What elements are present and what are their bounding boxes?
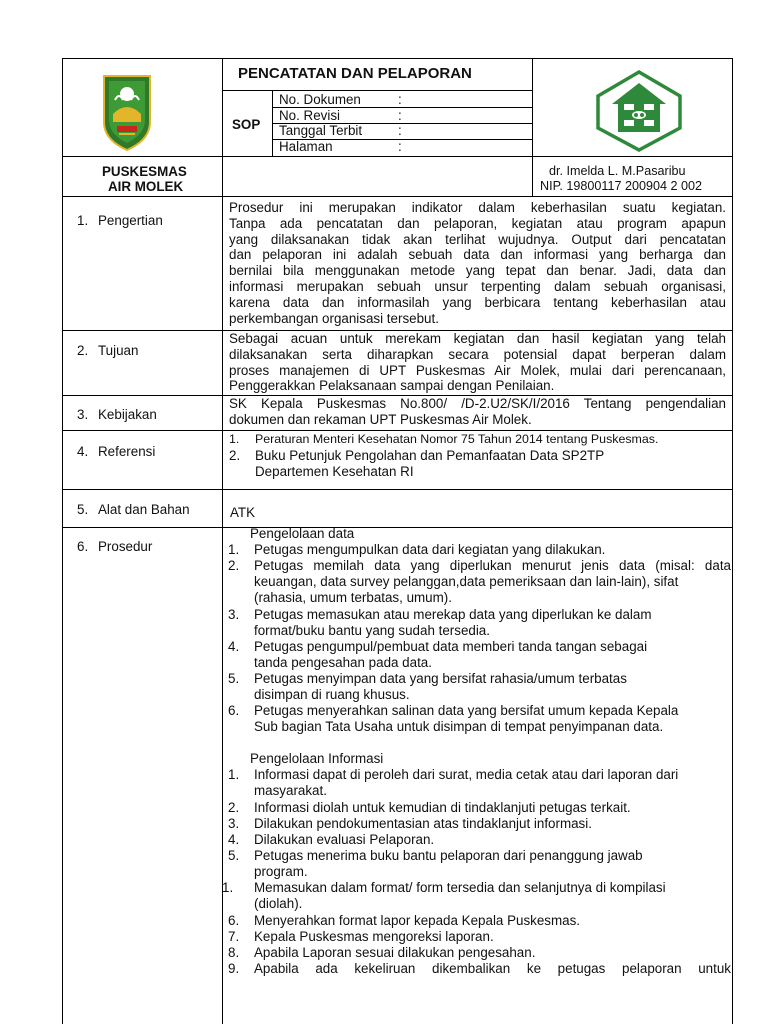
list-number: 3. bbox=[228, 816, 240, 831]
list-number: 6. bbox=[228, 703, 240, 718]
row-number: 1. bbox=[77, 213, 89, 228]
text-line: Penggerakkan Pelaksanaan sampai dengan Penilaian. bbox=[229, 378, 555, 394]
row-number: 2. bbox=[77, 343, 89, 358]
regency-emblem bbox=[103, 70, 151, 154]
list-text: Apabila Laporan sesuai dilakukan pengesahan. bbox=[254, 945, 536, 960]
list-text: Petugas menyimpan data yang bersifat rahasia/umum terbatas bbox=[254, 671, 627, 686]
doc-field-label: Halaman bbox=[279, 139, 333, 154]
page-title: PENCATATAN DAN PELAPORAN bbox=[238, 65, 472, 82]
org-name-line2: AIR MOLEK bbox=[108, 179, 184, 194]
text-line: dilaksanakan serta diharapkan secara potensial dapat berperan dalam bbox=[229, 346, 726, 362]
org-name-line1: PUSKESMAS bbox=[102, 164, 187, 179]
list-number: 4. bbox=[228, 832, 240, 847]
text-line: dokumen dan rekaman UPT Puskesmas Air Molek. bbox=[229, 411, 532, 427]
text-line: Tanpa ada pencatatan dan pelaporan, kegiatan atau program apapun bbox=[229, 215, 726, 231]
list-number: 3. bbox=[228, 607, 240, 622]
signer-name: dr. Imelda L. M.Pasaribu bbox=[549, 164, 686, 178]
row-label-pengertian: Pengertian bbox=[98, 213, 163, 228]
list-text: Memasukan dalam format/ form tersedia dan selanjutnya di kompilasi bbox=[254, 880, 666, 895]
list-text: Petugas menyerahkan salinan data yang bersifat umum kepada Kepala bbox=[254, 703, 679, 718]
text-line: SK Kepala Puskesmas No.800/ /D-2.U2/SK/I/2016 Tentang pengendalian bbox=[229, 396, 726, 411]
row-label-prosedur: Prosedur bbox=[98, 539, 153, 554]
row-label-alat: Alat dan Bahan bbox=[98, 502, 190, 517]
doc-field-label: No. Dokumen bbox=[279, 92, 361, 107]
list-text: Petugas memasukan atau merekap data yang diperlukan ke dalam bbox=[254, 607, 652, 622]
tujuan-text bbox=[229, 331, 726, 394]
row-number: 5. bbox=[77, 502, 89, 517]
prosedur-heading-informasi: Pengelolaan Informasi bbox=[250, 751, 384, 766]
list-text: Sub bagian Tata Usaha untuk disimpan di tempat penyimpanan data. bbox=[254, 718, 664, 734]
list-text: Buku Petunjuk Pengolahan dan Pemanfaatan Data SP2TP bbox=[255, 448, 605, 463]
row-label-kebijakan: Kebijakan bbox=[98, 407, 157, 422]
text-line: proses manajemen di UPT Puskesmas Air Molek, mulai dari perencanaan, bbox=[229, 362, 726, 378]
row-label-tujuan: Tujuan bbox=[98, 343, 139, 358]
list-number: 6. bbox=[228, 913, 240, 928]
pengertian-text bbox=[229, 200, 726, 326]
list-number: 9. bbox=[228, 961, 240, 976]
list-number: 8. bbox=[228, 945, 240, 960]
list-text: Dilakukan pendokumentasian atas tindaklanjut informasi. bbox=[254, 816, 592, 831]
list-text: (diolah). bbox=[254, 895, 303, 911]
signer-nip: NIP. 19800117 200904 2 002 bbox=[540, 179, 703, 193]
list-text: Dilakukan evaluasi Pelaporan. bbox=[254, 832, 435, 847]
list-number: 7. bbox=[228, 929, 240, 944]
list-number: 2. bbox=[229, 448, 241, 463]
list-text: Petugas mengumpulkan data dari kegiatan yang dilakukan. bbox=[254, 542, 606, 557]
list-text: masyarakat. bbox=[254, 782, 327, 798]
list-text: Menyerahkan format lapor kepada Kepala Puskesmas. bbox=[254, 913, 581, 928]
list-number: 1. bbox=[228, 542, 240, 557]
text-line: bernilai bila menggunakan metode yang tepat dan benar. Jadi, data dan bbox=[229, 263, 726, 279]
list-number: 5. bbox=[228, 671, 240, 686]
row-number: 6. bbox=[77, 539, 89, 554]
text-line: dan pelaporan ini adalah sebuah data dan informasi yang berharga dan bbox=[229, 247, 726, 263]
prosedur-heading-data: Pengelolaan data bbox=[250, 526, 355, 541]
list-number: 2. bbox=[228, 800, 240, 815]
list-number: 1. bbox=[229, 432, 240, 446]
list-text: keuangan, data survey pelanggan,data pemeriksaan dan lain-lain), sifat bbox=[254, 573, 679, 589]
list-text: Informasi diolah untuk kemudian di tindaklanjuti petugas terkait. bbox=[254, 800, 631, 815]
list-number: 1. bbox=[228, 767, 240, 782]
sop-label: SOP bbox=[232, 117, 261, 132]
doc-field-sep: : bbox=[398, 92, 402, 107]
row-number: 4. bbox=[77, 444, 89, 459]
doc-field-sep: : bbox=[398, 108, 402, 123]
text-line: Prosedur ini merupakan indikator dalam keberhasilan suatu kegiatan. bbox=[229, 200, 726, 215]
text-line: karena data dan informasilah yang berbicara tentang keberhasilan atau bbox=[229, 294, 726, 310]
list-number: 4. bbox=[228, 639, 240, 654]
list-text: (rahasia, umum terbatas, umum). bbox=[254, 589, 452, 605]
doc-field-label: Tanggal Terbit bbox=[279, 123, 363, 138]
list-number: 1. bbox=[222, 880, 234, 895]
row-label-referensi: Referensi bbox=[98, 444, 156, 459]
list-number: 5. bbox=[228, 848, 240, 863]
list-text: Kepala Puskesmas mengoreksi laporan. bbox=[254, 929, 494, 944]
text-line: Sebagai acuan untuk merekam kegiatan dan hasil kegiatan yang telah bbox=[229, 331, 726, 346]
list-text: format/buku bantu yang sudah tersedia. bbox=[254, 622, 490, 638]
list-text: program. bbox=[254, 863, 308, 879]
text-line: perkembangan organisasi tersebut. bbox=[229, 310, 439, 326]
list-text: Petugas pengumpul/pembuat data memberi tanda tangan sebagai bbox=[254, 639, 648, 654]
doc-field-sep: : bbox=[398, 123, 402, 138]
kebijakan-text bbox=[229, 396, 726, 428]
list-text: Peraturan Menteri Kesehatan Nomor 75 Tahun 2014 tentang Puskesmas. bbox=[255, 432, 659, 446]
doc-field-label: No. Revisi bbox=[279, 108, 341, 123]
list-number: 2. bbox=[228, 558, 240, 573]
list-text: tanda pengesahan pada data. bbox=[254, 654, 432, 670]
list-text: Petugas memilah data yang diperlukan menurut jenis data (misal: data bbox=[254, 558, 731, 573]
list-text: Departemen Kesehatan RI bbox=[255, 464, 414, 479]
list-text: Informasi dapat di peroleh dari surat, media cetak atau dari laporan dari bbox=[254, 767, 679, 782]
puskesmas-logo bbox=[594, 70, 684, 152]
list-text: disimpan di ruang khusus. bbox=[254, 686, 410, 702]
list-text: Apabila ada kekeliruan dikembalikan ke petugas pelaporan untuk bbox=[254, 961, 731, 976]
doc-field-sep: : bbox=[398, 139, 402, 154]
alat-value: ATK bbox=[230, 505, 256, 520]
list-text: Petugas menerima buku bantu pelaporan dari penanggung jawab bbox=[254, 848, 643, 863]
text-line: informasi merupakan sebuah unsur terpenting dalam sebuah organisasi, bbox=[229, 278, 726, 294]
text-line: yang dilaksanakan tidak akan terlihat wujudnya. Output dari pencatatan bbox=[229, 231, 726, 247]
row-number: 3. bbox=[77, 407, 89, 422]
